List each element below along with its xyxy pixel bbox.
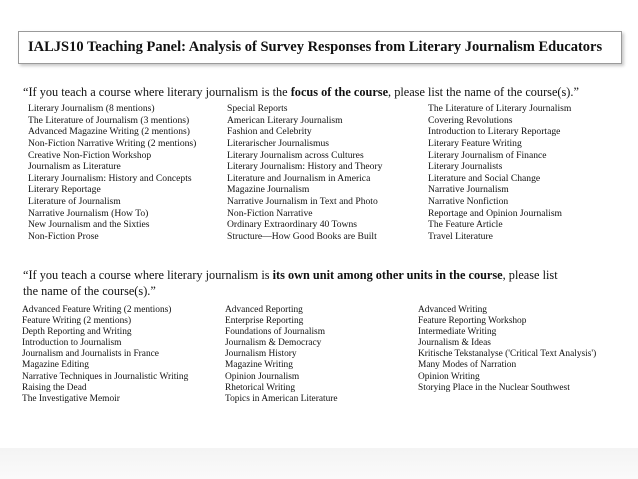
course-name: Ordinary Extraordinary 40 Towns — [227, 219, 357, 231]
course-name: Non-Fiction Narrative Writing (2 mentions) — [28, 137, 197, 149]
course-name: Literarischer Journalismus — [227, 137, 330, 149]
course-name: Literature and Journalism in America — [227, 172, 371, 184]
course-name: The Feature Article — [428, 219, 503, 231]
course-name: Advanced Magazine Writing (2 mentions) — [28, 126, 190, 138]
title-box — [18, 31, 622, 64]
course-name: Feature Reporting Workshop — [418, 316, 527, 327]
course-name: Kritische Tekstanalyse ('Critical Text Analysis') — [418, 349, 597, 360]
course-name: Journalism History — [225, 349, 297, 360]
course-name: Journalism as Literature — [28, 161, 121, 173]
course-name: Advanced Reporting — [225, 305, 303, 315]
q1-bold: focus of the course — [290, 85, 389, 99]
course-name: Rhetorical Writing — [225, 382, 296, 393]
course-name: Literary Journalism across Cultures — [227, 149, 364, 161]
unit-course-list-1 — [22, 305, 188, 405]
q1-pre: “If you teach a course where literary journalism is the — [23, 85, 291, 99]
question-own-unit-line2: the name of the course(s).” — [23, 284, 156, 298]
course-name: Reportage and Opinion Journalism — [428, 207, 563, 219]
course-name: Non-Fiction Narrative — [227, 207, 313, 219]
q2-pre: “If you teach a course where literary journalism is — [23, 268, 273, 282]
course-name: Raising the Dead — [22, 382, 87, 393]
course-name: Topics in American Literature — [225, 393, 338, 404]
q2-bold: its own unit among other units in the course — [272, 268, 503, 282]
course-name: Literary Journalism: History and Concepts — [28, 172, 192, 184]
course-name: Intermediate Writing — [418, 327, 497, 338]
course-name: Travel Literature — [428, 231, 493, 243]
unit-course-list-3 — [418, 305, 596, 394]
q2-post: , please list — [502, 268, 558, 282]
course-name: Foundations of Journalism — [225, 327, 325, 338]
course-name: Literature of Journalism — [28, 196, 121, 208]
course-name: Journalism & Ideas — [418, 338, 491, 349]
focus-course-list-2 — [227, 103, 382, 243]
course-name: Enterprise Reporting — [225, 316, 304, 327]
course-name: Narrative Journalism — [428, 184, 509, 196]
course-name: The Literature of Journalism (3 mentions) — [28, 114, 190, 126]
course-name: Literary Journalism of Finance — [428, 149, 547, 161]
course-name: Narrative Nonfiction — [428, 196, 509, 208]
course-name: Fashion and Celebrity — [227, 126, 312, 138]
course-name: The Investigative Memoir — [22, 393, 120, 404]
question-focus-course — [23, 85, 579, 100]
course-name: Narrative Journalism (How To) — [28, 207, 149, 219]
course-name: Structure—How Good Books are Built — [227, 231, 377, 243]
course-name: Journalism and Journalists in France — [22, 349, 159, 360]
course-name: Special Reports — [227, 103, 288, 114]
course-name: Opinion Journalism — [225, 371, 300, 382]
course-name: Narrative Techniques in Journalistic Writing — [22, 371, 189, 382]
focus-course-list-1 — [28, 103, 196, 243]
course-name: New Journalism and the Sixties — [28, 219, 150, 231]
slide-title: IALJS10 Teaching Panel: Analysis of Survey Responses from Literary Journalism Educators — [28, 39, 603, 55]
course-name: Advanced Feature Writing (2 mentions) — [22, 305, 172, 315]
course-name: Magazine Writing — [225, 360, 293, 371]
course-name: Literary Journalists — [428, 161, 503, 173]
course-name: Non-Fiction Prose — [28, 231, 99, 243]
course-name: Magazine Journalism — [227, 184, 310, 196]
course-name: Magazine Editing — [22, 360, 89, 371]
footer-band — [0, 448, 638, 479]
unit-course-list-2 — [225, 305, 338, 405]
course-name: Narrative Journalism in Text and Photo — [227, 196, 378, 208]
course-name: Many Modes of Narration — [418, 360, 517, 371]
course-name: Depth Reporting and Writing — [22, 327, 132, 338]
q1-post: , please list the name of the course(s).” — [388, 85, 579, 99]
course-name: Introduction to Literary Reportage — [428, 126, 561, 138]
course-name: Literary Feature Writing — [428, 137, 522, 149]
course-name: Literary Journalism: History and Theory — [227, 161, 383, 173]
course-name: Literary Journalism (8 mentions) — [28, 103, 155, 114]
course-name: Literary Reportage — [28, 184, 101, 196]
course-name: Storying Place in the Nuclear Southwest — [418, 382, 570, 393]
course-name: Covering Revolutions — [428, 114, 513, 126]
course-name: Advanced Writing — [418, 305, 487, 315]
course-name: American Literary Journalism — [227, 114, 343, 126]
question-own-unit — [23, 268, 558, 283]
course-name: The Literature of Literary Journalism — [428, 103, 572, 114]
focus-course-list-3 — [428, 103, 571, 243]
course-name: Feature Writing (2 mentions) — [22, 316, 132, 327]
course-name: Journalism & Democracy — [225, 338, 322, 349]
course-name: Creative Non-Fiction Workshop — [28, 149, 152, 161]
course-name: Introduction to Journalism — [22, 338, 122, 349]
course-name: Opinion Writing — [418, 371, 480, 382]
course-name: Literature and Social Change — [428, 172, 541, 184]
